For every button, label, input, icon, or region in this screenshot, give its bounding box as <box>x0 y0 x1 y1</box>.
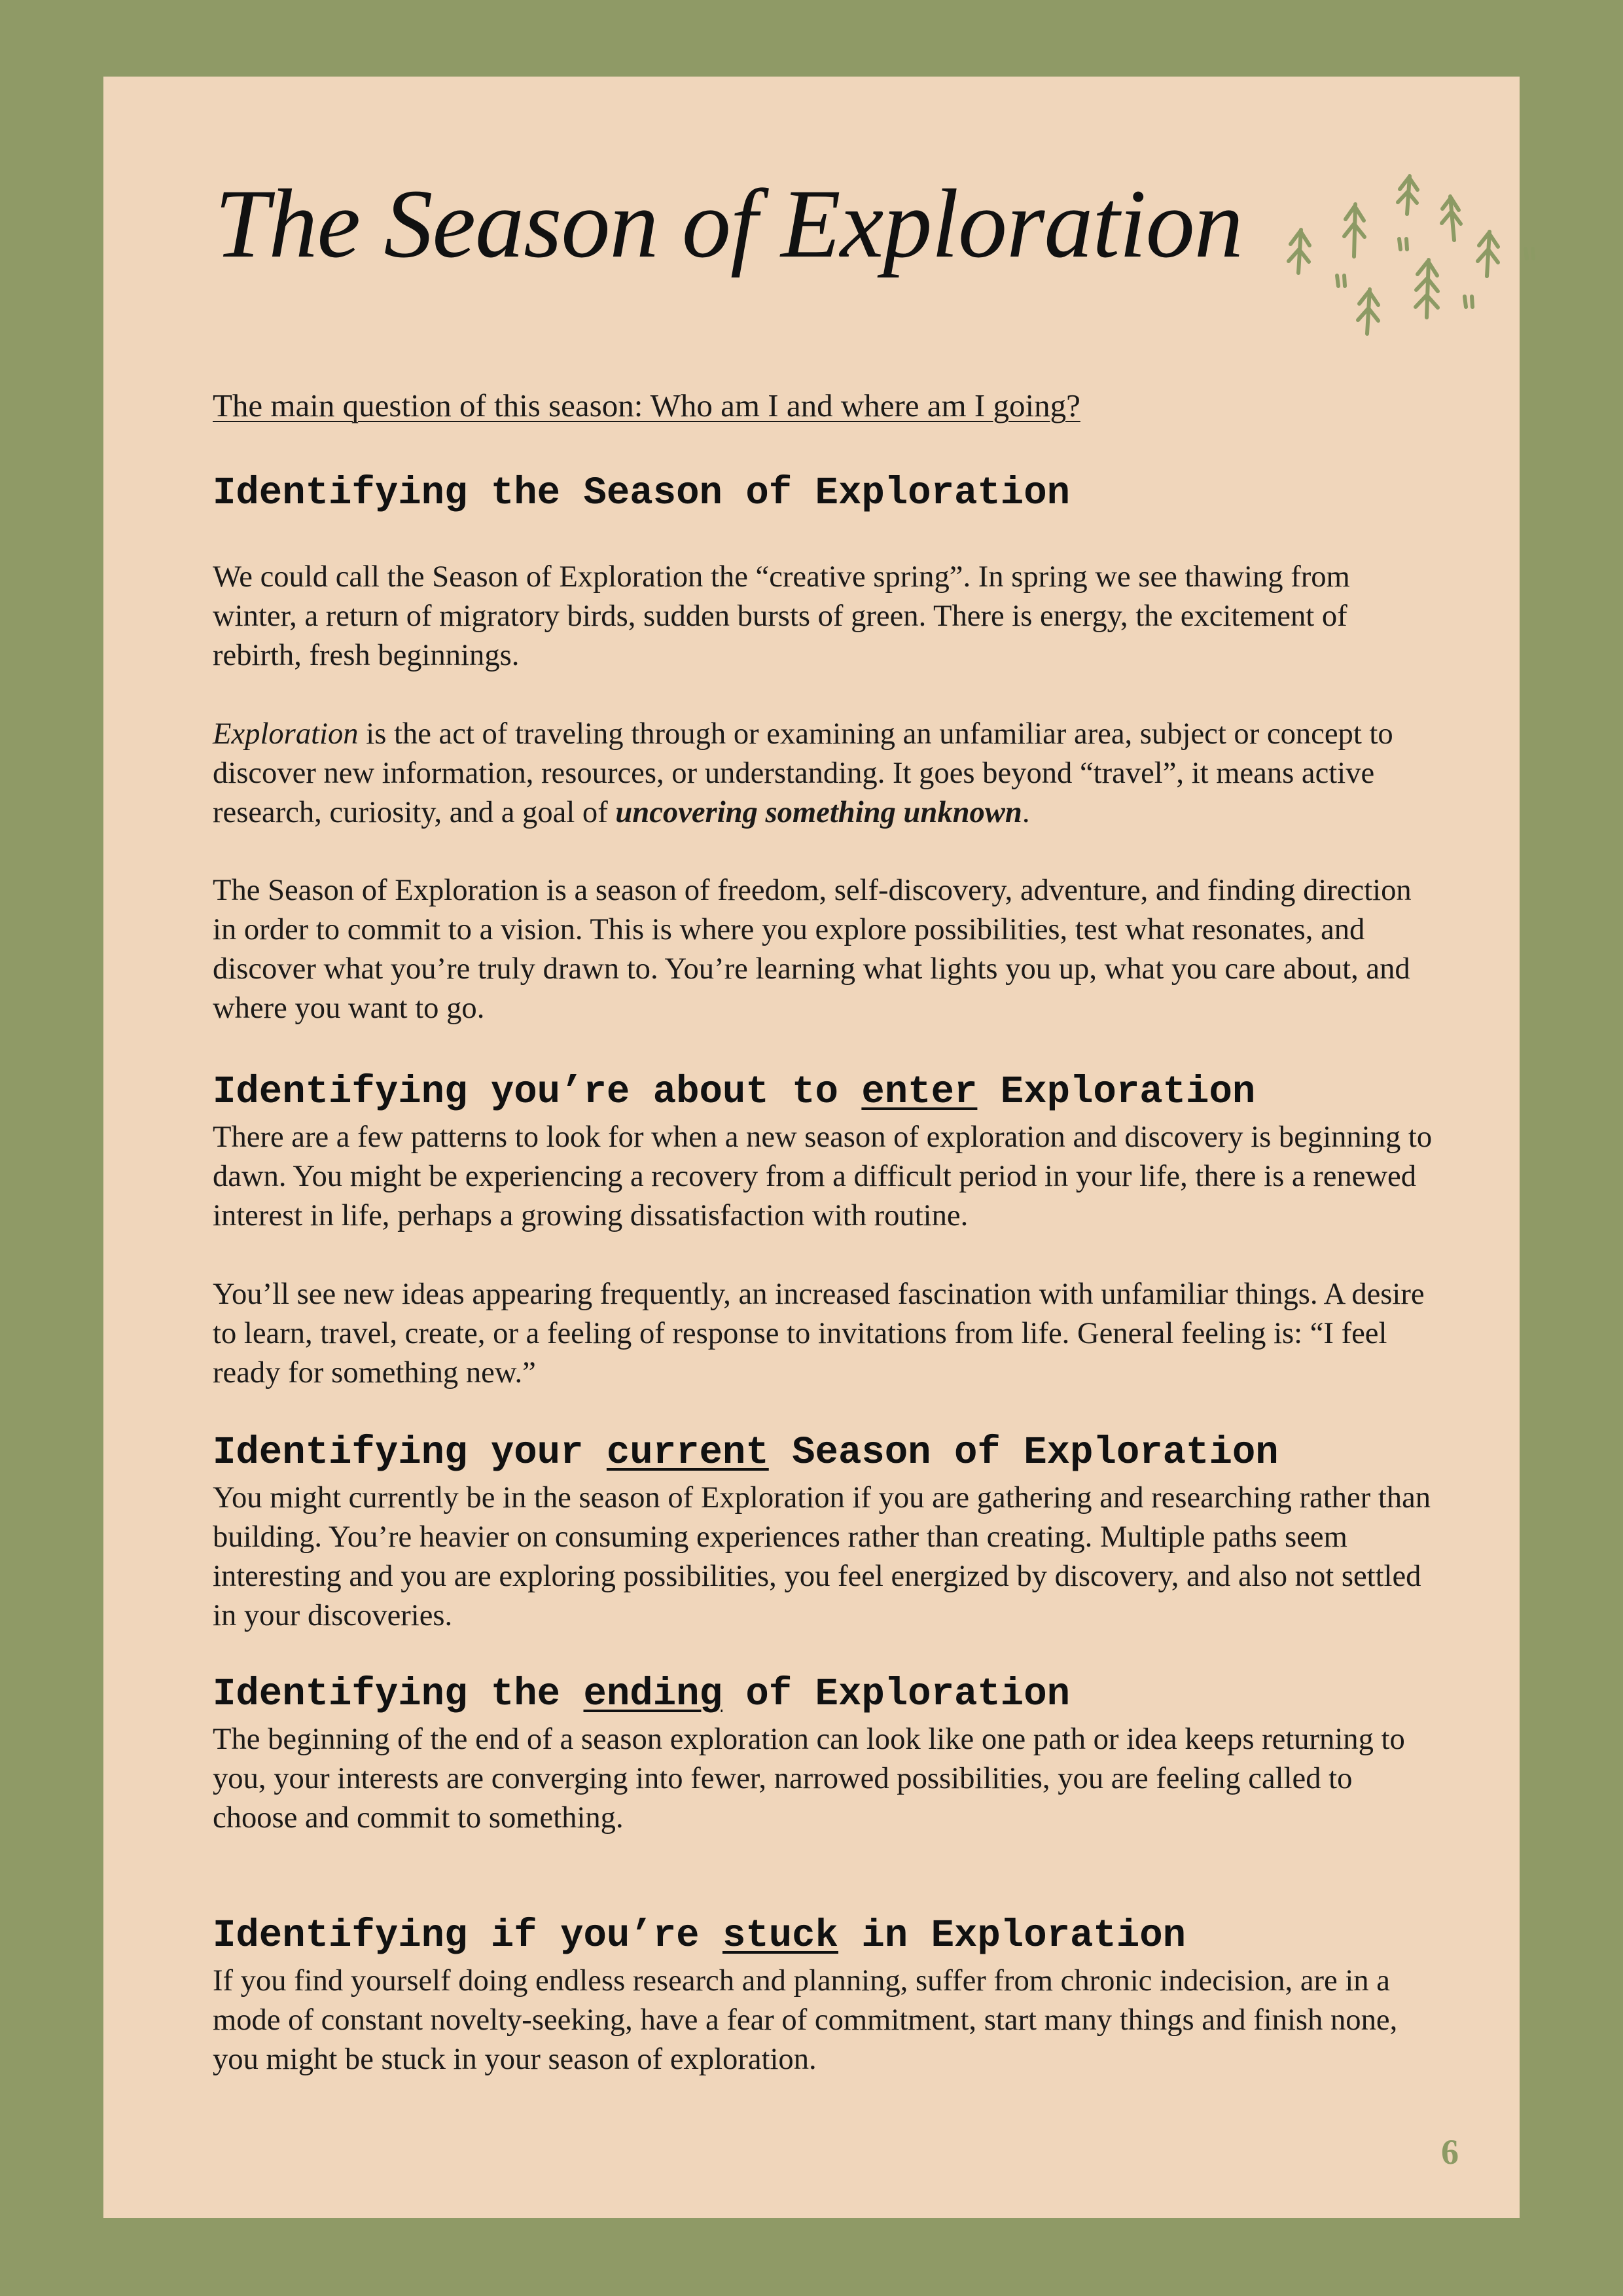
definition-term: Exploration <box>213 717 359 751</box>
paragraph-ending: The beginning of the end of a season exploration can look like one path or idea keeps returning to you, your interests are converging into fewer, narrowed possibilities, you are feeling called to choose and commit to something. <box>213 1722 1405 1835</box>
paragraph-currently: You might currently be in the season of Exploration if you are gathering and researching rather than building. You’re heavier on consuming experiences rather than creating. Multiple paths seem interesting and you are exploring possibilities, you feel energized by discovery, and also not settled in your discoveries. <box>213 1480 1431 1632</box>
paragraph-creative-spring: We could call the Season of Exploration the “creative spring”. In spring we see thawing from winter, a return of migratory birds, sudden bursts of green. There is energy, the excitement of rebirth, fresh beginnings. <box>213 560 1350 672</box>
paragraph-stuck: If you find yourself doing endless research and planning, suffer from chronic indecision, are in a mode of constant novelty-seeking, have a fear of commitment, start many things and finish none, you might be stuck in your season of exploration. <box>213 1964 1398 2076</box>
page-subtitle: The main question of this season: Who am I and where am I going? <box>213 387 1080 423</box>
page-title: The Season of Exploration <box>215 170 1243 278</box>
paragraph-patterns: There are a few patterns to look for when a new season of exploration and discovery is beginning to dawn. You might be experiencing a recovery from a difficult period in your life, there is a renewed interest in life, perhaps a growing dissatisfaction with routine. <box>213 1120 1433 1232</box>
emphasis-text: uncovering something unknown <box>615 795 1022 829</box>
section-heading-identifying: Identifying the Season of Exploration <box>213 471 1071 515</box>
paragraph-exploration-definition: Exploration is the act of traveling through or examining an unfamiliar area, subject or concept to discover new information, resources, or understanding. It goes beyond “travel”, it means active research, curiosity, and a goal of uncovering something unknown. <box>213 717 1393 829</box>
section-heading-enter: Identifying you’re about to enter Exploration <box>213 1070 1256 1114</box>
page-number: 6 <box>1441 2132 1459 2172</box>
section-heading-stuck: Identifying if you’re stuck in Exploration <box>213 1914 1186 1958</box>
paragraph-freedom: The Season of Exploration is a season of freedom, self-discovery, adventure, and finding direction in order to commit to a vision. This is where you explore possibilities, test what resonates, and discover what you’re truly drawn to. You’re learning what lights you up, what you care about, and where you want to go. <box>213 873 1412 1025</box>
section-heading-current: Identifying your current Season of Exploration <box>213 1431 1279 1475</box>
document-page <box>103 77 1520 2218</box>
section-heading-ending: Identifying the ending of Exploration <box>213 1672 1071 1716</box>
paragraph-new-ideas: You’ll see new ideas appearing frequently, an increased fascination with unfamiliar things. A desire to learn, travel, create, or a feeling of response to invitations from life. General feeling is: “I feel ready for something new.” <box>213 1277 1425 1390</box>
